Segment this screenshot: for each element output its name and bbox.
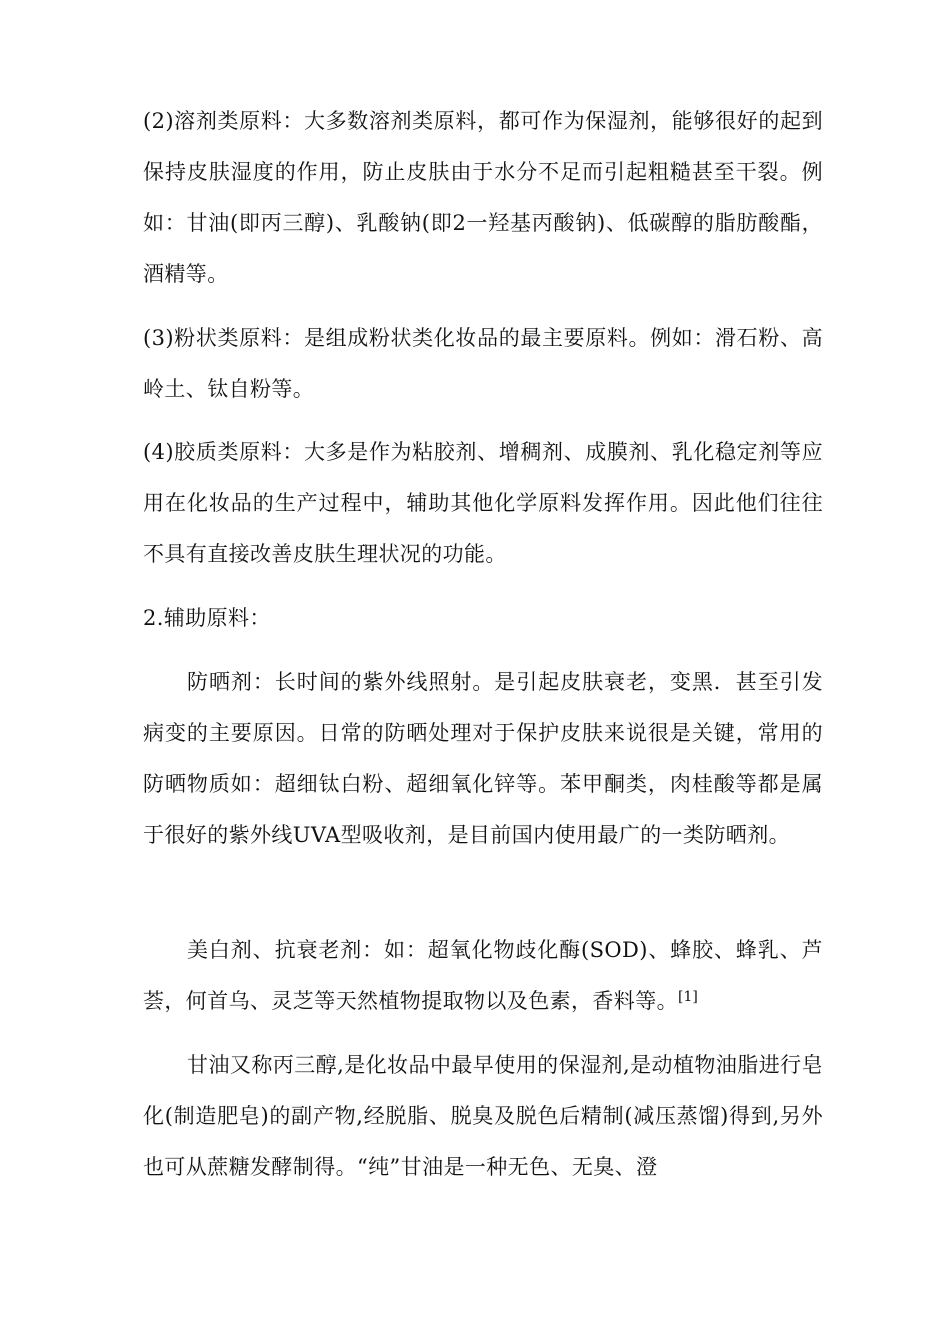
citation-marker: [1] [678, 989, 698, 1005]
paragraph-powder-materials: (3)粉状类原料：是组成粉状类化妆品的最主要原料。例如：滑石粉、高岭土、钛自粉等。 [143, 326, 823, 401]
paragraph-glycerin: 甘油又称丙三醇,是化妆品中最早使用的保湿剂,是动植物油脂进行皂化(制造肥皂)的副产物,经脱脂、脱臭及脱色后精制(减压蒸馏)得到,另外也可从蔗糖发酵制得。“纯”甘油是一种无色、无臭、澄 [143, 1053, 823, 1179]
paragraph-whitening-antiaging [143, 925, 823, 1027]
paragraph-sunscreen: 防晒剂：长时间的紫外线照射。是引起皮肤衰老，变黑．甚至引发病变的主要原因。日常的防晒处理对于保护皮肤来说很是关键，常用的防晒物质如：超细钛白粉、超细氧化锌等。苯甲酮类，肉桂酸等都是属于很好的紫外线UVA型吸收剂，是目前国内使用最广的一类防晒剂。 [143, 670, 823, 847]
paragraph-solvent-materials: (2)溶剂类原料：大多数溶剂类原料，都可作为保湿剂，能够很好的起到保持皮肤湿度的作用，防止皮肤由于水分不足而引起粗糙甚至干裂。例如：甘油(即丙三醇)、乳酸钠(即2一羟基丙酸钠)、低碳醇的脂肪酸酯，酒精等。 [143, 109, 823, 286]
whitening-text: 美白剂、抗衰老剂：如：超氧化物歧化酶(SOD)、蜂胶、蜂乳、芦荟，何首乌、灵芝等天然植物提取物以及色素，香料等。 [143, 938, 823, 1013]
paragraph-colloid-materials: (4)胶质类原料：大多是作为粘胶剂、增稠剂、成膜剂、乳化稳定剂等应用在化妆品的生产过程中，辅助其他化学原料发挥作用。因此他们往往不具有直接改善皮肤生理状况的功能。 [143, 440, 823, 566]
section-heading-auxiliary-materials: 2.辅助原料： [143, 606, 271, 630]
